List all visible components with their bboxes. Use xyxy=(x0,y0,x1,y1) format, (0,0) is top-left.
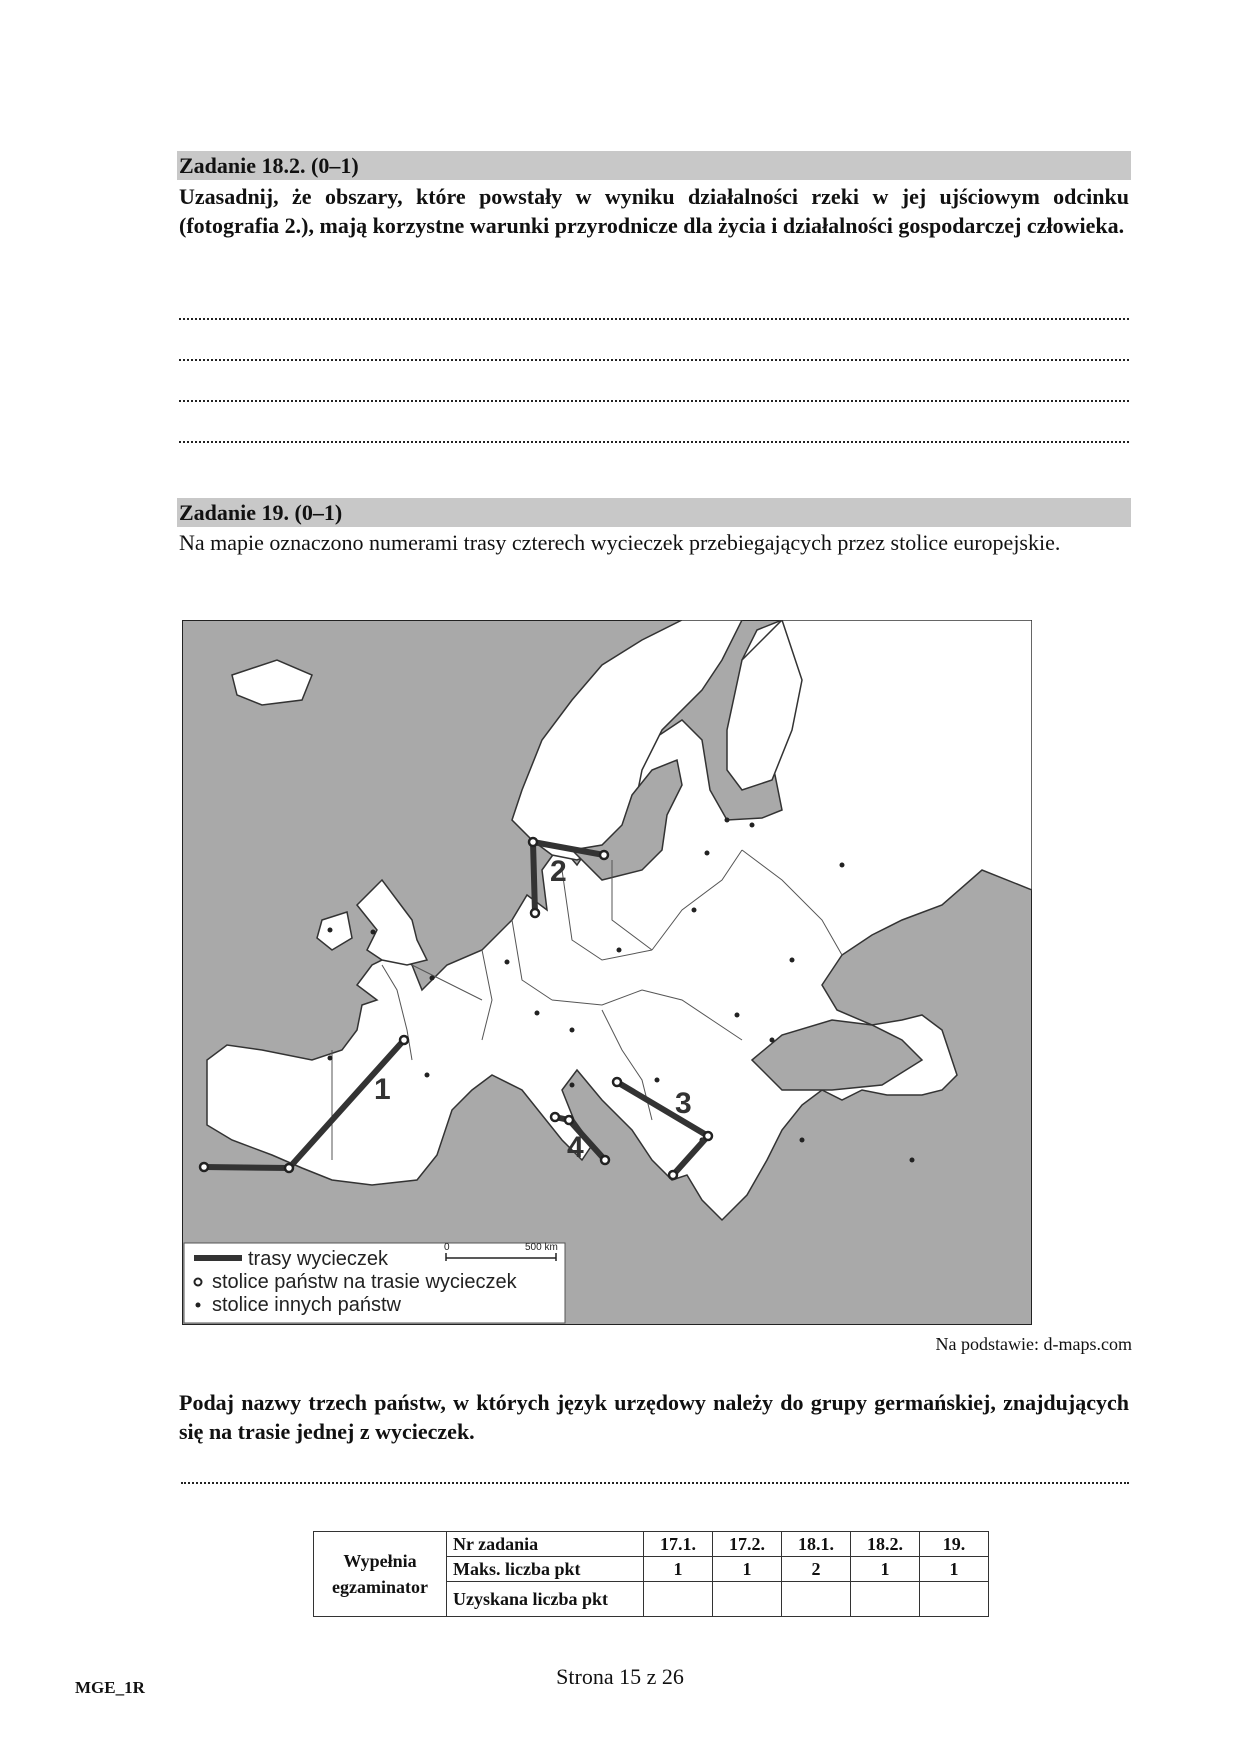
legend-routes: trasy wycieczek xyxy=(248,1248,389,1270)
task-19-intro: Na mapie oznaczono numerami trasy czterech wycieczek przebiegających przez stolice europejskie. xyxy=(179,530,1061,555)
task-18-2-text: Uzasadnij, że obszary, które powstały w wyniku działalności rzeki w jej ujściowym odcinku (fotografia 2.), mają korzystne warunki przyrodnicze dla życia i działalności gospodarczej człowieka. xyxy=(179,184,1129,238)
obtained-points-cell[interactable] xyxy=(920,1582,989,1617)
task-number: 17.1. xyxy=(644,1532,713,1557)
route-label-3: 3 xyxy=(675,1087,692,1120)
answer-line[interactable] xyxy=(181,1480,1129,1484)
map-source: Na podstawie: d-maps.com xyxy=(935,1334,1132,1354)
task-number: 18.1. xyxy=(782,1532,851,1557)
scale-end: 500 km xyxy=(525,1242,558,1253)
scale-start: 0 xyxy=(444,1242,450,1253)
examiner-label: Wypełnia egzaminator xyxy=(314,1532,447,1617)
page-number: Strona 15 z 26 xyxy=(556,1664,684,1689)
route-label-4: 4 xyxy=(567,1131,584,1164)
route-label-1: 1 xyxy=(374,1073,391,1106)
row-label-task-number: Nr zadania xyxy=(447,1532,644,1557)
obtained-points-cell[interactable] xyxy=(782,1582,851,1617)
task-18-2-header: Zadanie 18.2. (0–1) xyxy=(177,151,1131,180)
obtained-points-cell[interactable] xyxy=(851,1582,920,1617)
task-number: 18.2. xyxy=(851,1532,920,1557)
max-points: 2 xyxy=(782,1557,851,1582)
obtained-points-cell[interactable] xyxy=(644,1582,713,1617)
answer-line[interactable] xyxy=(179,439,1129,443)
route-2 xyxy=(533,842,535,913)
max-points: 1 xyxy=(920,1557,989,1582)
max-points: 1 xyxy=(713,1557,782,1582)
answer-line[interactable] xyxy=(179,357,1129,361)
max-points: 1 xyxy=(851,1557,920,1582)
answer-line[interactable] xyxy=(179,316,1129,320)
task-number: 17.2. xyxy=(713,1532,782,1557)
map-legend xyxy=(184,1242,565,1323)
score-table xyxy=(313,1531,989,1617)
exam-code: MGE_1R xyxy=(75,1678,145,1697)
task-19-question: Podaj nazwy trzech państw, w których język urzędowy należy do grupy germańskiej, znajdujących się na trasie jednej z wycieczek. xyxy=(179,1390,1129,1444)
legend-other-capitals: stolice innych państw xyxy=(212,1294,401,1316)
task-19-header: Zadanie 19. (0–1) xyxy=(177,498,1131,527)
row-label-max-points: Maks. liczba pkt xyxy=(447,1557,644,1582)
row-label-obtained-points: Uzyskana liczba pkt xyxy=(447,1582,644,1617)
legend-route-capitals: stolice państw na trasie wycieczek xyxy=(212,1271,517,1293)
route-label-2: 2 xyxy=(550,855,567,888)
task-number: 19. xyxy=(920,1532,989,1557)
obtained-points-cell[interactable] xyxy=(713,1582,782,1617)
answer-line[interactable] xyxy=(179,398,1129,402)
europe-map xyxy=(182,620,1032,1325)
max-points: 1 xyxy=(644,1557,713,1582)
